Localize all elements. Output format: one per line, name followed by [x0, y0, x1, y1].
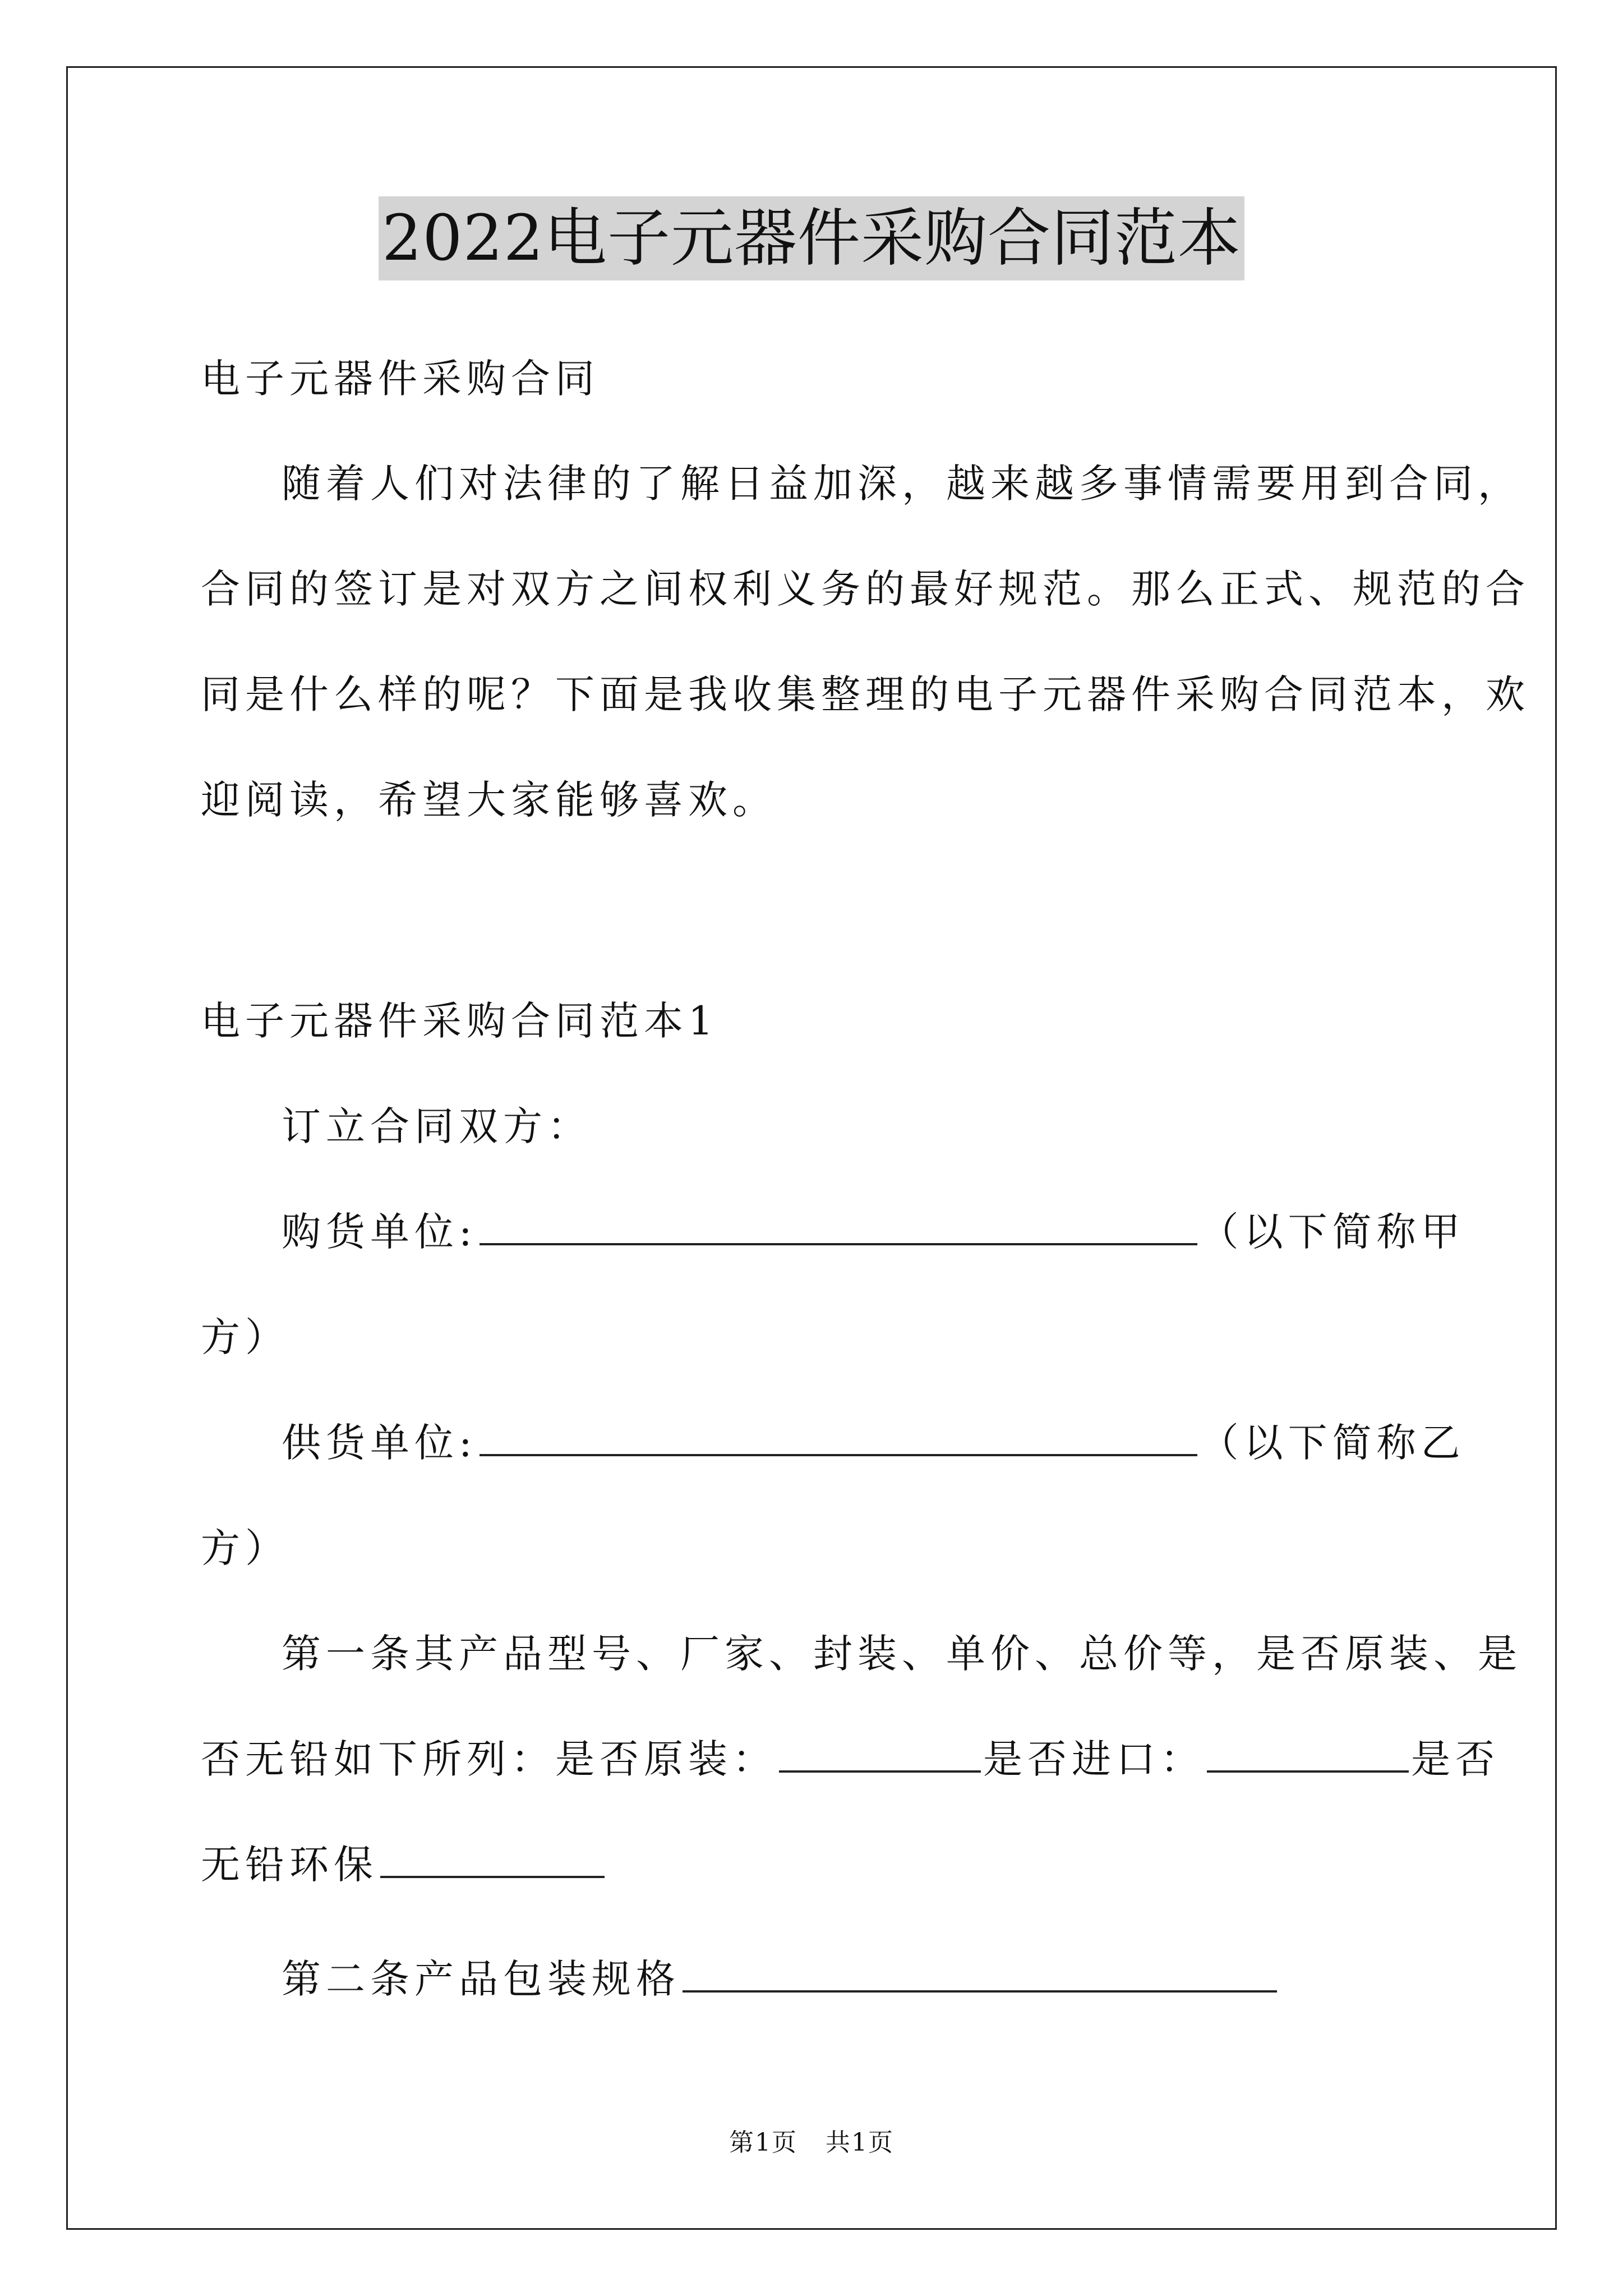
section-heading: 电子元器件采购合同范本1	[201, 998, 718, 1044]
buyer-label: 购货单位:	[282, 1209, 477, 1255]
buyer-suffix: （以下简称甲	[1199, 1209, 1465, 1255]
seller-wrap: 方）	[201, 1525, 289, 1571]
import-blank	[1207, 1736, 1409, 1773]
article1-line-2	[201, 1731, 1500, 1787]
leadfree-blank	[380, 1841, 605, 1878]
seller-row	[282, 1415, 1465, 1471]
seller-suffix: （以下简称乙	[1199, 1420, 1465, 1466]
intro-line-4: 迎阅读，希望大家能够喜欢。	[201, 777, 777, 823]
article2-row	[282, 1951, 1429, 2007]
parties-label: 订立合同双方：	[282, 1103, 592, 1149]
seller-label: 供货单位:	[282, 1420, 477, 1466]
intro-heading: 电子元器件采购合同	[201, 356, 600, 402]
page-footer	[0, 2126, 1623, 2160]
buyer-row	[282, 1204, 1465, 1260]
leadfree-prefix: 是否	[1411, 1736, 1500, 1782]
packaging-blank	[683, 1955, 1277, 1993]
original-blank	[779, 1736, 981, 1773]
article1-line-3	[201, 1837, 1429, 1893]
article1-line-1: 第一条其产品型号、厂家、封装、单价、总价等，是否原装、是	[282, 1631, 1522, 1677]
title-wrap	[0, 196, 1623, 280]
page-number: 第1页	[729, 2128, 797, 2157]
article2-label: 第二条产品包装规格	[282, 1956, 680, 2002]
document-title: 2022电子元器件采购合同范本	[379, 196, 1244, 280]
intro-line-1: 随着人们对法律的了解日益加深，越来越多事情需要用到合同，	[282, 461, 1522, 507]
intro-line-2: 合同的签订是对双方之间权利义务的最好规范。那么正式、规范的合	[201, 566, 1530, 612]
buyer-blank	[479, 1208, 1197, 1245]
intro-line-3: 同是什么样的呢？下面是我收集整理的电子元器件采购合同范本，欢	[201, 671, 1530, 717]
seller-blank	[479, 1419, 1197, 1456]
buyer-wrap: 方）	[201, 1314, 289, 1360]
page-total: 共1页	[826, 2128, 894, 2157]
leadfree-label: 无铅环保	[201, 1842, 378, 1888]
import-label: 是否进口：	[983, 1736, 1205, 1782]
original-label: 否无铅如下所列：是否原装：	[201, 1736, 777, 1782]
